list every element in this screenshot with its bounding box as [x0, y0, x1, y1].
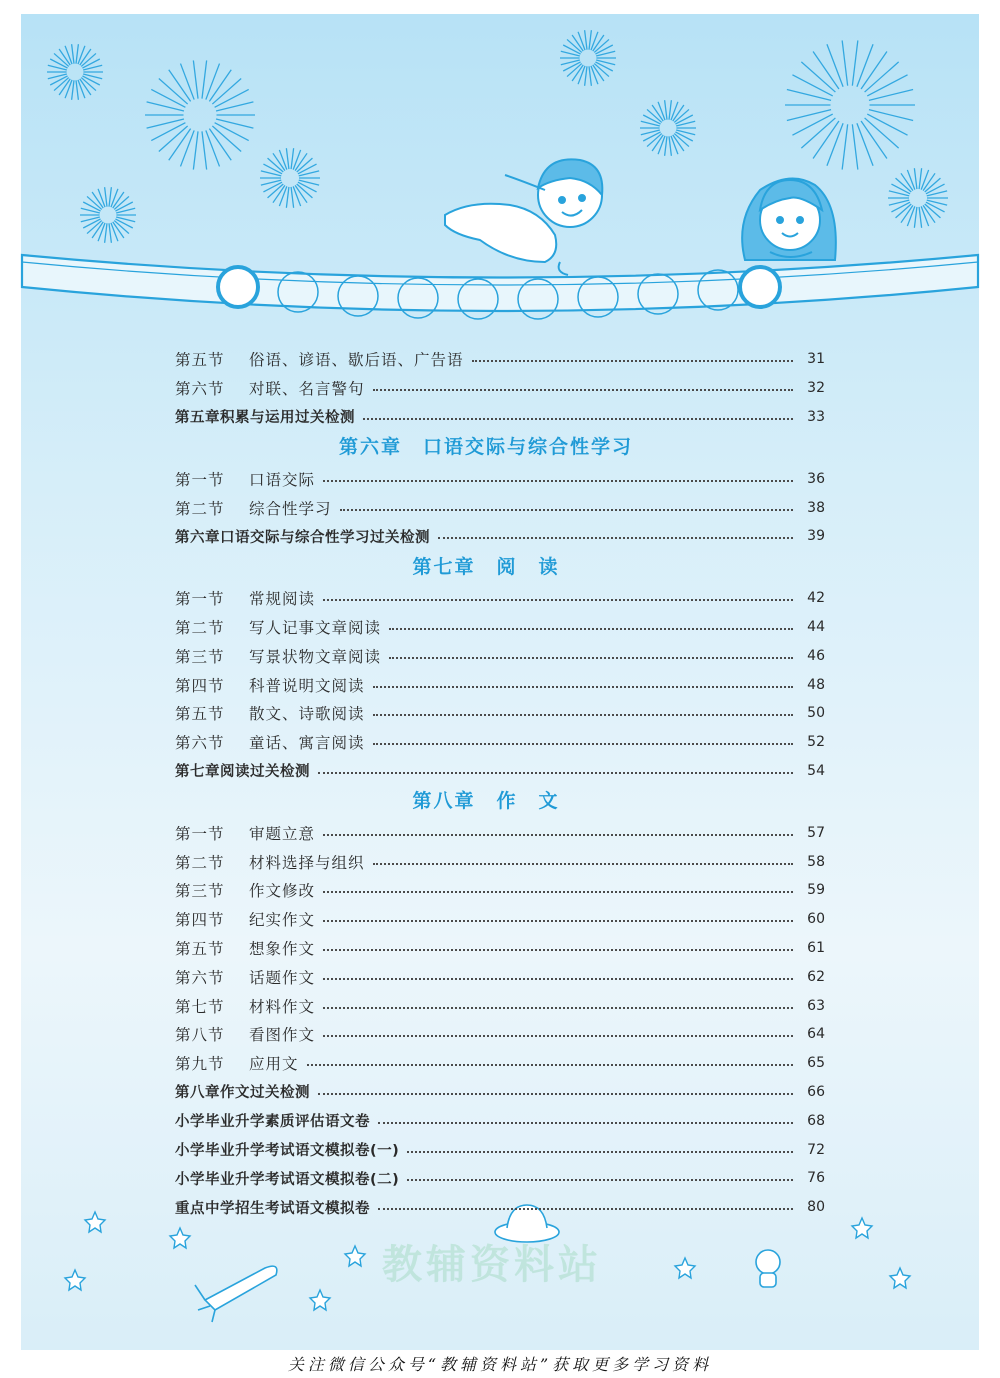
section-number: 第四节: [175, 676, 225, 695]
dot-leader: [363, 418, 793, 420]
toc-entry[interactable]: [175, 1135, 825, 1164]
dot-leader: [323, 1007, 793, 1009]
dot-leader: [373, 714, 793, 716]
dot-leader: [323, 920, 793, 922]
toc-entry[interactable]: [175, 493, 825, 522]
dot-leader: [407, 1179, 793, 1181]
toc-entry[interactable]: [175, 613, 825, 642]
dot-leader: [438, 537, 793, 539]
toc-entry[interactable]: [175, 641, 825, 670]
entry-title: 小学毕业升学考试语文模拟卷(二): [175, 1171, 400, 1188]
toc-entry[interactable]: [175, 464, 825, 493]
dot-leader: [323, 891, 793, 893]
page-number: 52: [807, 734, 825, 751]
dot-leader: [340, 509, 793, 511]
section-number: 第六节: [175, 380, 225, 399]
dot-leader: [323, 1035, 793, 1037]
chapter-heading: 第八章 作 文: [412, 790, 560, 813]
toc-entry[interactable]: [175, 1049, 825, 1078]
header-illustration: [0, 0, 1000, 340]
dot-leader: [323, 978, 793, 980]
dot-leader: [373, 389, 793, 391]
page-number: 54: [807, 762, 825, 779]
entry-title: 话题作文: [249, 968, 316, 987]
entry-title: 应用文: [249, 1055, 299, 1074]
entry-title: 纪实作文: [249, 911, 316, 930]
page-number: 63: [807, 997, 825, 1014]
entry-title: 第五章积累与运用过关检测: [175, 410, 355, 427]
page-number: 46: [807, 647, 825, 664]
section-number: 第二节: [175, 853, 225, 872]
page-number: 31: [807, 351, 825, 368]
entry-title: 俗语、谚语、歇后语、广告语: [249, 351, 464, 370]
entry-title: 审题立意: [249, 824, 316, 843]
page-number: 80: [807, 1199, 825, 1216]
page-number: 66: [807, 1083, 825, 1100]
page-number: 50: [807, 705, 825, 722]
dot-leader: [323, 599, 793, 601]
entry-title: 第七章阅读过关检测: [175, 764, 310, 781]
entry-title: 写景状物文章阅读: [249, 647, 382, 666]
section-number: 第六节: [175, 734, 225, 753]
section-number: 第三节: [175, 647, 225, 666]
page-number: 62: [807, 968, 825, 985]
entry-title: 写人记事文章阅读: [249, 618, 382, 637]
dot-leader: [373, 863, 793, 865]
section-number: 第一节: [175, 824, 225, 843]
page-number: 60: [807, 911, 825, 928]
entry-title: 想象作文: [249, 939, 316, 958]
page-number: 64: [807, 1026, 825, 1043]
page-number: 48: [807, 676, 825, 693]
section-number: 第五节: [175, 939, 225, 958]
toc-entry[interactable]: [175, 522, 825, 551]
chapter-heading: 第六章 口语交际与综合性学习: [338, 436, 633, 459]
section-number: 第九节: [175, 1055, 225, 1074]
page-number: 76: [807, 1170, 825, 1187]
toc-entry[interactable]: [175, 876, 825, 905]
dot-leader: [378, 1122, 793, 1124]
entry-title: 综合性学习: [249, 499, 332, 518]
toc-entry[interactable]: [175, 699, 825, 728]
dot-leader: [323, 949, 793, 951]
page-number: 57: [807, 824, 825, 841]
toc-entry[interactable]: [175, 403, 825, 432]
entry-title: 第六章口语交际与综合性学习过关检测: [175, 529, 430, 546]
section-number: 第一节: [175, 590, 225, 609]
page-number: 32: [807, 380, 825, 397]
toc-entry[interactable]: [175, 728, 825, 757]
section-number: 第一节: [175, 470, 225, 489]
toc-entry[interactable]: [175, 1164, 825, 1193]
footer-note: 关注微信公众号“教辅资料站”获取更多学习资料: [287, 1355, 713, 1374]
page-number: 59: [807, 882, 825, 899]
dot-leader: [323, 834, 793, 836]
entry-title: 常规阅读: [249, 590, 316, 609]
entry-title: 童话、寓言阅读: [249, 734, 365, 753]
dot-leader: [318, 1093, 793, 1095]
page-number: 65: [807, 1055, 825, 1072]
entry-title: 小学毕业升学素质评估语文卷: [175, 1114, 370, 1131]
page-number: 38: [807, 499, 825, 516]
section-number: 第三节: [175, 882, 225, 901]
toc-entry[interactable]: [175, 584, 825, 613]
page-number: 42: [807, 590, 825, 607]
page-number: 58: [807, 853, 825, 870]
dot-leader: [373, 686, 793, 688]
section-number: 第八节: [175, 1026, 225, 1045]
page-number: 33: [807, 408, 825, 425]
section-number: 第六节: [175, 968, 225, 987]
boy-icon: [445, 159, 602, 275]
entry-title: 科普说明文阅读: [249, 676, 365, 695]
page-number: 61: [807, 939, 825, 956]
section-number: 第五节: [175, 705, 225, 724]
toc-entry[interactable]: [175, 934, 825, 963]
page-number: 39: [807, 528, 825, 545]
toc-entry[interactable]: [175, 1020, 825, 1049]
toc-entry[interactable]: [175, 1193, 825, 1222]
entry-title: 散文、诗歌阅读: [249, 705, 365, 724]
entry-title: 对联、名言警句: [249, 380, 365, 399]
entry-title: 材料选择与组织: [249, 853, 365, 872]
page-number: 36: [807, 470, 825, 487]
dot-leader: [323, 480, 793, 482]
dot-leader: [373, 743, 793, 745]
section-number: 第四节: [175, 911, 225, 930]
toc-entry[interactable]: [175, 1106, 825, 1135]
toc-entry[interactable]: [175, 905, 825, 934]
dot-leader: [389, 657, 793, 659]
dot-leader: [472, 360, 793, 362]
section-number: 第二节: [175, 618, 225, 637]
table-of-contents: [175, 345, 825, 1222]
section-number: 第七节: [175, 997, 225, 1016]
page-number: 72: [807, 1141, 825, 1158]
watermark: 教辅资料站: [382, 1242, 602, 1288]
toc-entry[interactable]: [175, 757, 825, 786]
toc-entry[interactable]: [175, 670, 825, 699]
toc-entry[interactable]: [175, 847, 825, 876]
entry-title: 口语交际: [249, 470, 316, 489]
entry-title: 重点中学招生考试语文模拟卷: [175, 1200, 370, 1217]
toc-entry[interactable]: [175, 345, 825, 374]
dot-leader: [307, 1064, 793, 1066]
entry-title: 看图作文: [249, 1026, 316, 1045]
section-number: 第二节: [175, 499, 225, 518]
toc-entry[interactable]: [175, 1078, 825, 1107]
entry-title: 小学毕业升学考试语文模拟卷(一): [175, 1143, 400, 1160]
page-number: 68: [807, 1112, 825, 1129]
chapter-heading: 第七章 阅 读: [412, 555, 560, 578]
dot-leader: [389, 628, 793, 630]
entry-title: 材料作文: [249, 997, 316, 1016]
toc-entry[interactable]: [175, 991, 825, 1020]
entry-title: 第八章作文过关检测: [175, 1085, 310, 1102]
dot-leader: [378, 1208, 793, 1210]
section-number: 第五节: [175, 351, 225, 370]
dot-leader: [407, 1151, 793, 1153]
entry-title: 作文修改: [249, 882, 316, 901]
page-number: 44: [807, 618, 825, 635]
toc-entry[interactable]: [175, 374, 825, 403]
toc-entry[interactable]: [175, 818, 825, 847]
dot-leader: [318, 772, 793, 774]
toc-entry[interactable]: [175, 962, 825, 991]
girl-icon: [742, 179, 836, 260]
